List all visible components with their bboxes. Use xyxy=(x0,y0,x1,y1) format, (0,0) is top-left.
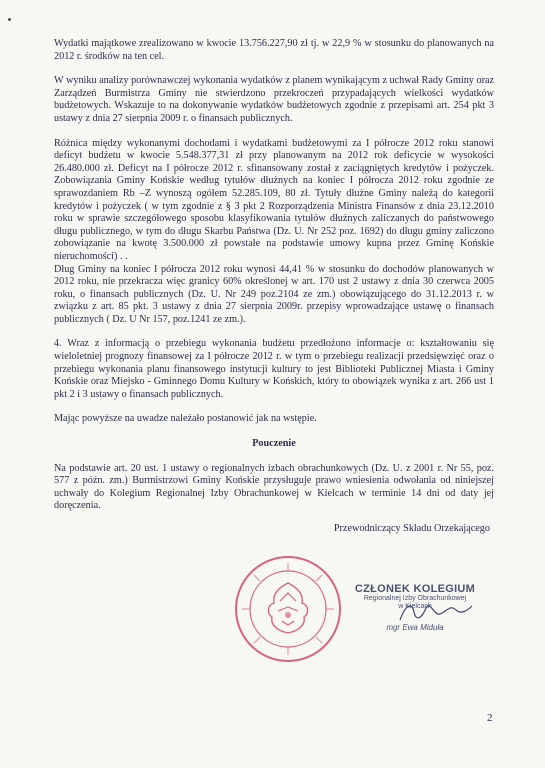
paragraph-additional-information: 4. Wraz z informacją o przebiegu wykonania budżetu przedłożono informacje o: kształtowaniu się wieloletniej prognozy finansowej za I półrocze 2012 r. w tym o przebiegu realizacji przedsięwzięć oraz o przebiegu wykonania planu finansowego instytucji kultury to jest Biblioteki Publicznej Miasta i Gminy Końskie oraz Miejsko - Gminnego Domu Kultury w Końskich, który to obowiązek wynika z art. 266 ust 1 pkt 2 i 3 ustawy o finansach publicznych. xyxy=(54,338,494,400)
stamp-institution: Regionalnej Izby Obrachunkowej xyxy=(363,595,467,602)
stamp-signatory-name: mgr Ewa Miduła xyxy=(386,623,444,632)
stamp-city: w Kielcach xyxy=(398,603,432,610)
official-seal-icon xyxy=(232,553,344,665)
scan-speck xyxy=(8,18,11,21)
page-number: 2 xyxy=(487,712,493,724)
signature-title: Przewodniczący Składu Orzekającego xyxy=(333,523,490,534)
stamp-title: CZŁONEK KOLEGIUM xyxy=(354,583,476,595)
paragraph-capital-expenditure: Wydatki majątkowe zrealizowano w kwocie 13.756.227,90 zł tj. w 22,9 % w stosunku do planowanych na 2012 r. środków na ten cel. xyxy=(54,38,494,62)
instruction-heading: Pouczenie xyxy=(252,438,296,450)
paragraph-municipal-debt: Dług Gminy na koniec I półrocza 2012 roku wynosi 44,41 % w stosunku do dochodów planowanych w 2012 roku, nie przekracza więc granicy 60% określonej w art. 170 ust 2 ustawy z dnia 30 czerwca 2005 roku, o finansach publicznych (Dz. U. Nr 249 poz.2104 ze zm.) obowiązującego do 31.12.2013 r. w związku z art. 85 pkt. 3 ustawy z dnia 27 sierpnia 2009r. przepisy wprowadzające ustawę o finansach publicznych ( Dz. U Nr 157, poz.1241 ze zm.). xyxy=(54,263,494,325)
paragraph-appeal-instruction: Na podstawie art. 20 ust. 1 ustawy o regionalnych izbach obrachunkowych (Dz. U. z 2001 r. Nr 55, poz. 577 z późn. zm.) Burmistrzowi Gminy Końskie przysługuje prawo wniesienia odwołania od niniejszej uchwały do Kolegium Regionalnej Izby Obrachunkowej w Kielcach w terminie 14 dni od daty jej doręczenia. xyxy=(54,462,494,512)
paragraph-decision: Mając powyższe na uwadze należało postanowić jak na wstępie. xyxy=(54,413,317,425)
document-body xyxy=(54,38,494,536)
paragraph-expenditure-analysis: W wyniku analizy porównawczej wykonania wydatków z planem wynikającym z uchwał Rady Gminy oraz Zarządzeń Burmistrza Gminy nie stwierdzono przekroczeń przypadających wielkości wydatków budżetowych. Wskazuje to na dokonywanie wydatków budżetowych zgodnie z przepisami art. 254 pkt 3 ustawy z dnia 27 sierpnia 2009 r. o finansach publicznych. xyxy=(54,75,494,124)
handwritten-signature-icon xyxy=(396,598,476,628)
paragraph-budget-deficit: Różnica między wykonanymi dochodami i wydatkami budżetowymi za I półrocze 2012 roku stanowi deficyt budżetu w kwocie 5.548.377,31 zł przy planowanym na 2012 rok deficycie w wysokości 26.480.000 zł. Deficyt na I półrocze 2012 r. sfinansowany został z zaciągniętych kredytów i pożyczek. Zobowiązania Gminy Końskie według tytułów dłużnych na koniec I półrocza 2012 roku zgodnie ze sprawozdaniem Rb –Z wynoszą ogółem 52.285.109, 80 zł. Tytuły dłużne Gminy należą do kategorii kredytów i pożyczek ( w tym zgodnie z § 3 pkt 2 Rozporządzenia Ministra Finansów z dnia 23.12.2010 roku w sprawie szczegółowego sposobu klasyfikowania tytułów dłużnych zaliczanych do państwowego długu publicznego, w tym do długu Skarbu Państwa (Dz. U. Nr 252 poz. 1692) do długu gminy zaliczono zobowiązanie na kwotę 3.500.000 zł powstałe na podstawie umowy kupna przez Gminę Końskie nieruchomości) . . xyxy=(54,137,494,262)
